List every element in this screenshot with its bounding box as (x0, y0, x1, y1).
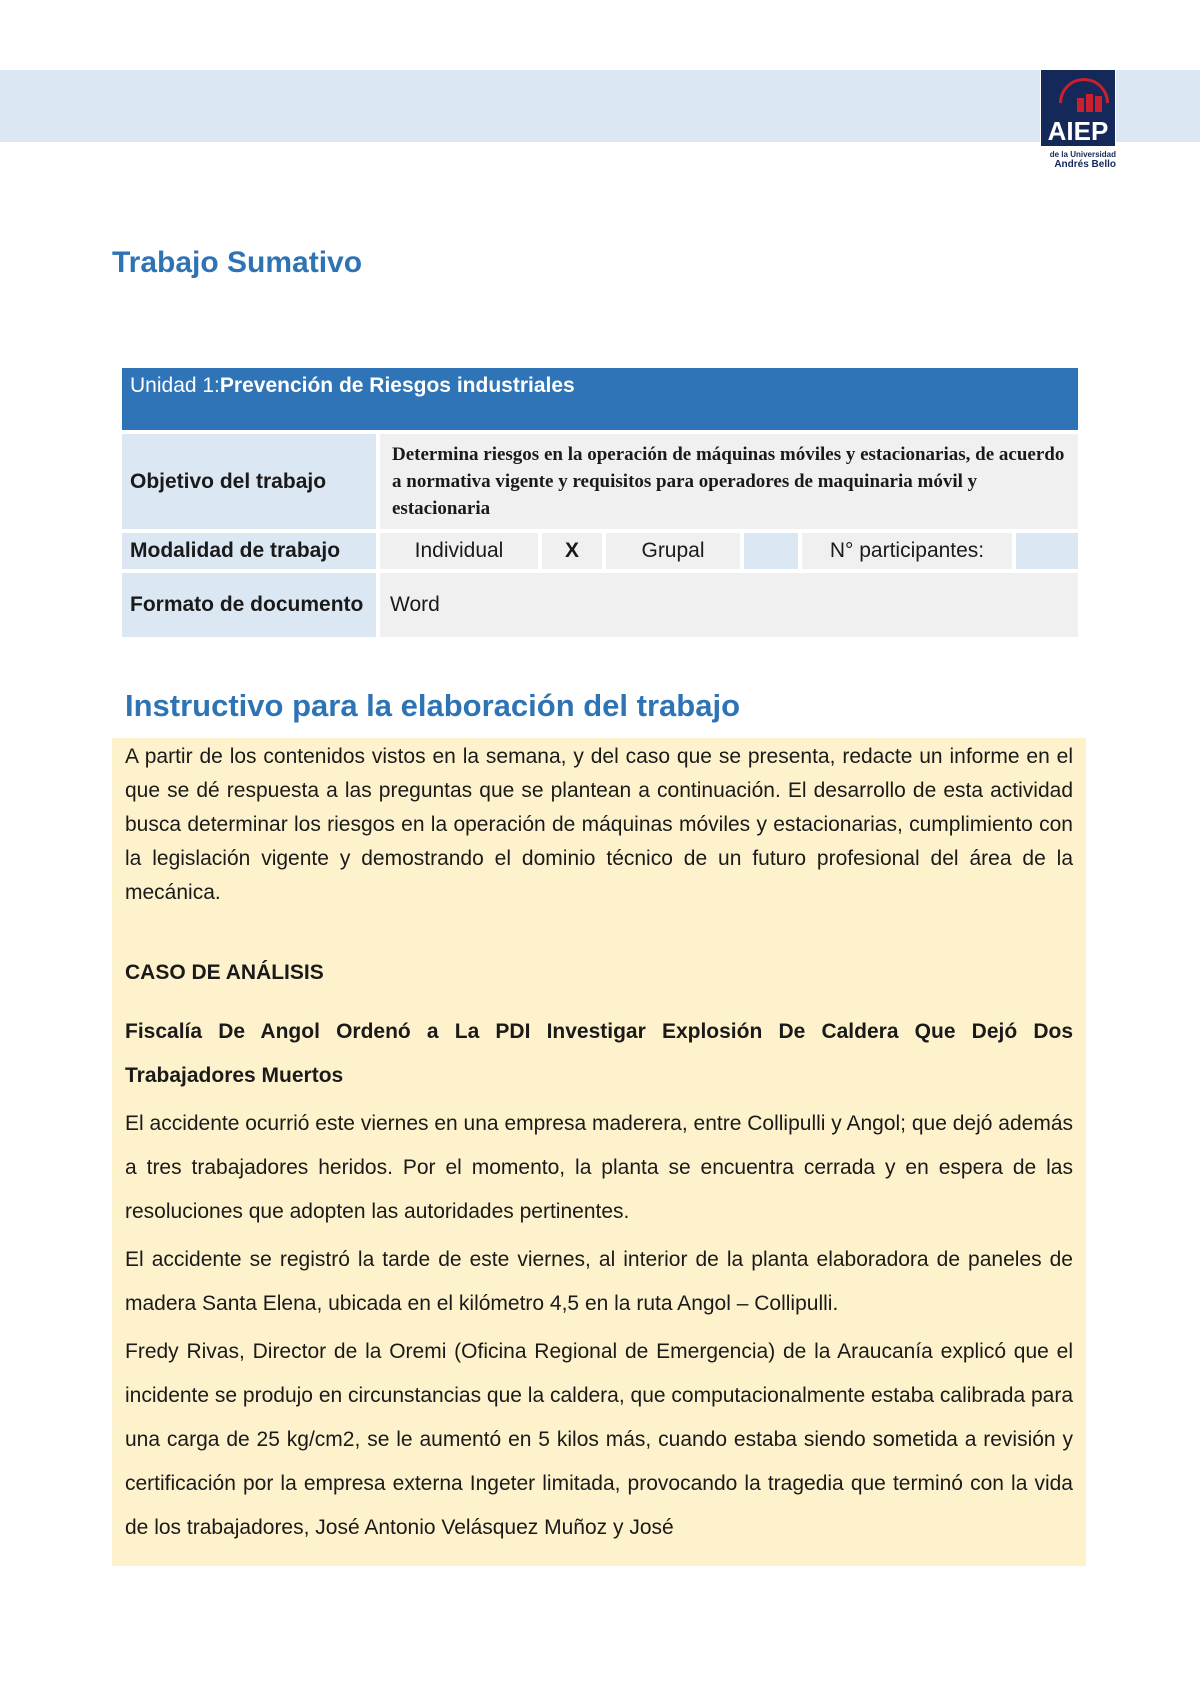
participants-value (1016, 533, 1078, 569)
modality-row (122, 533, 1078, 569)
header-band (0, 70, 1200, 142)
case-paragraph: Fredy Rivas, Director de la Oremi (Oficina Regional de Emergencia) de la Araucanía explicó que el incidente se produjo en circunstancias que la caldera, que computacionalmente estaba calibrada para una carga de 25 kg/cm2, se le aumentó en 5 kilos más, cuando estaba siendo sometida a revisión y certificación por la empresa externa Ingeter limitada, provocando la tragedia que terminó con la vida de los trabajadores, José Antonio Velásquez Muñoz y José (125, 1340, 1073, 1539)
format-label: Formato de documento (122, 573, 376, 637)
modality-label: Modalidad de trabajo (122, 533, 376, 569)
logo-subtitle-2: Andrés Bello (1054, 159, 1116, 170)
aiep-logo (1040, 70, 1116, 170)
objective-text: Determina riesgos en la operación de máquinas móviles y estacionarias, de acuerdo a normativa vigente y requisitos para operadores de maquinaria móvil y estacionaria (380, 434, 1078, 529)
unit-name: Prevención de Riesgos industriales (219, 374, 575, 397)
logo-box (1041, 70, 1115, 146)
logo-subtitle-1: de la Universidad (1049, 150, 1116, 159)
unit-cell (122, 368, 1078, 430)
case-paragraph: El accidente se registró la tarde de este viernes, al interior de la planta elaboradora de paneles de madera Santa Elena, ubicada en el kilómetro 4,5 en la ruta Angol – Collipulli. (125, 1248, 1073, 1315)
format-row (122, 573, 1078, 637)
instructions-content (125, 738, 1073, 1550)
page-title: Trabajo Sumativo (112, 246, 363, 279)
objective-row (122, 434, 1078, 529)
unit-row (122, 368, 1078, 430)
modality-grupal: Grupal (606, 533, 740, 569)
participants-label: N° participantes: (802, 533, 1012, 569)
modality-individual: Individual (380, 533, 538, 569)
instructions-box (112, 738, 1086, 1566)
logo-bars-icon (1077, 94, 1104, 112)
logo-name: AIEP (1047, 116, 1109, 146)
info-table (118, 364, 1082, 641)
case-paragraph: El accidente ocurrió este viernes en una empresa maderera, entre Collipulli y Angol; que dejó además a tres trabajadores heridos. Por el momento, la planta se encuentra cerrada y en espera de las resoluciones que adopten las autoridades pertinentes. (125, 1112, 1073, 1223)
case-headline: Fiscalía De Angol Ordenó a La PDI Investigar Explosión De Caldera Que Dejó Dos Trabajadores Muertos (125, 1020, 1073, 1087)
instructions-title: Instructivo para la elaboración del trabajo (125, 688, 741, 723)
unit-prefix: Unidad 1: (130, 374, 220, 397)
modality-grupal-mark (744, 533, 798, 569)
objective-label: Objetivo del trabajo (122, 434, 376, 529)
format-value: Word (380, 573, 1078, 637)
intro-paragraph: A partir de los contenidos vistos en la semana, y del caso que se presenta, redacte un informe en el que se dé respuesta a las preguntas que se plantean a continuación. El desarrollo de esta actividad busca determinar los riesgos en la operación de máquinas móviles y estacionarias, cumplimiento con la legislación vigente y demostrando el dominio técnico de un futuro profesional del área de la mecánica. (125, 745, 1073, 904)
modality-mark: X (542, 533, 602, 569)
case-title: CASO DE ANÁLISIS (125, 961, 324, 984)
